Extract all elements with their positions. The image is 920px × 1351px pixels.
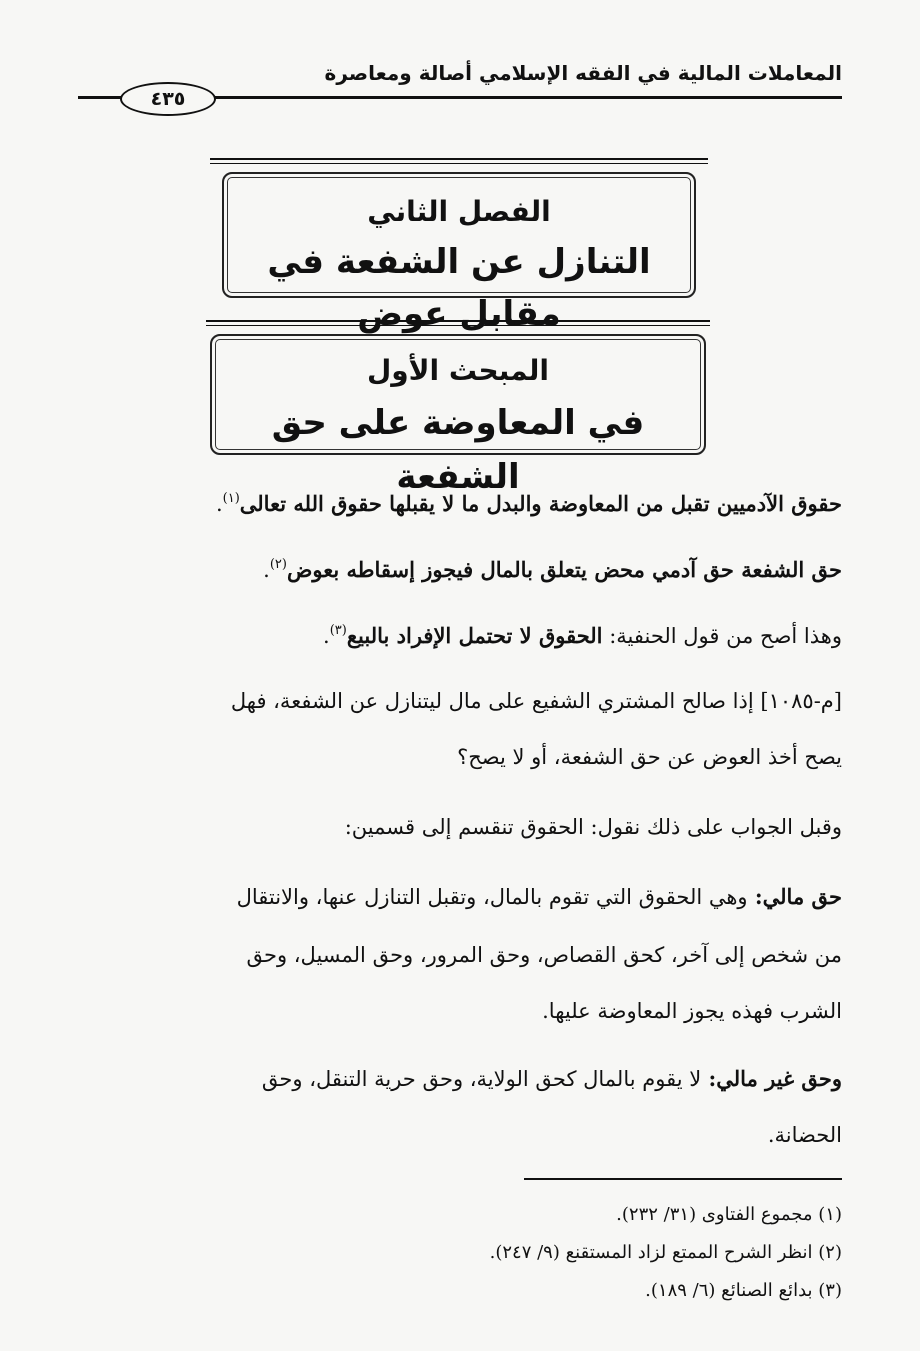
paragraph-4-line-2: [78, 728, 842, 786]
footnote-3: [300, 1272, 842, 1310]
footnote-ref-2: (٢): [269, 557, 287, 572]
p3-end: .: [323, 624, 330, 648]
footnote-ref-1: (١): [222, 491, 240, 506]
p5-text: وقبل الجواب على ذلك نقول: الحقوق تنقسم إلى قسمين:: [344, 815, 842, 839]
p6-line1: وهي الحقوق التي تقوم بالمال، وتقبل التنازل عنها، والانتقال: [236, 885, 748, 909]
footnote-ref-3: (٣): [329, 623, 347, 638]
p7-line1: لا يقوم بالمال كحق الولاية، وحق حرية التنقل، وحق: [261, 1067, 702, 1091]
paragraph-4-line-1: [78, 672, 842, 730]
p4-line1: [م-١٠٨٥] إذا صالح المشتري الشفيع على مال ليتنازل عن الشفعة، فهل: [230, 689, 842, 713]
footnote-2-number: (٢): [818, 1242, 842, 1263]
p2-text: حق الشفعة حق آدمي محض يتعلق بالمال فيجوز إسقاطه بعوض: [286, 557, 842, 582]
p3-bold: الحقوق لا تحتمل الإفراد بالبيع: [346, 623, 603, 648]
p2-end: .: [263, 558, 270, 582]
paragraph-7-line-2: [78, 1106, 842, 1164]
chapter-title: التنازل عن الشفعة في مقابل عوض: [267, 242, 651, 334]
footnote-1: [300, 1196, 842, 1234]
p1-end: .: [215, 492, 223, 516]
chapter-number: الفصل الثاني: [367, 195, 551, 228]
paragraph-6-line-1: [78, 868, 842, 926]
section-frame: [210, 334, 706, 497]
chapter-top-rule: [210, 158, 708, 160]
paragraph-6-line-2: [78, 926, 842, 984]
p6-line3: الشرب فهذه يجوز المعاوضة عليها.: [542, 999, 842, 1023]
chapter-top-rule-thin: [210, 163, 708, 164]
running-title: المعاملات المالية في الفقه الإسلامي أصالة ومعاصرة: [324, 61, 842, 85]
chapter-heading-box: [210, 158, 708, 334]
section-top-rule: [206, 320, 710, 322]
page-number: ٤٣٥: [120, 82, 216, 116]
paragraph-5: [78, 798, 842, 856]
footnotes: [300, 1196, 842, 1310]
footnote-2: [300, 1234, 842, 1272]
p4-line2: يصح أخذ العوض عن حق الشفعة، أو لا يصح؟: [457, 745, 842, 769]
footnote-1-number: (١): [818, 1204, 842, 1225]
footnote-rule: [524, 1178, 842, 1180]
paragraph-6-line-3: [78, 982, 842, 1040]
paragraph-3: [78, 602, 842, 665]
section-heading-box: [206, 320, 710, 497]
section-top-rule-thin: [206, 325, 710, 326]
section-number: المبحث الأول: [366, 354, 550, 387]
footnote-1-text: مجموع الفتاوى (٣١/ ٢٣٢).: [616, 1204, 813, 1225]
paragraph-7-line-1: [78, 1050, 842, 1108]
p3-lead: وهذا أصح من قول الحنفية:: [602, 624, 842, 648]
paragraph-1: [78, 470, 842, 533]
footnote-3-text: بدائع الصنائع (٦/ ١٨٩).: [645, 1280, 813, 1301]
p6-line2: من شخص إلى آخر، كحق القصاص، وحق المرور، وحق المسيل، وحق: [246, 943, 842, 967]
footnote-3-number: (٣): [818, 1280, 842, 1301]
p7-line2: الحضانة.: [767, 1123, 842, 1147]
paragraph-2: [78, 536, 842, 599]
section-title: في المعاوضة على حق الشفعة: [271, 403, 645, 497]
p7-term: وحق غير مالي:: [701, 1066, 842, 1091]
p1-text: حقوق الآدميين تقبل من المعاوضة والبدل ما لا يقبلها حقوق الله تعالى: [239, 491, 842, 516]
chapter-frame: [222, 172, 696, 334]
footnote-2-text: انظر الشرح الممتع لزاد المستقنع (٩/ ٢٤٧).: [489, 1242, 813, 1263]
p6-term: حق مالي:: [747, 884, 842, 909]
